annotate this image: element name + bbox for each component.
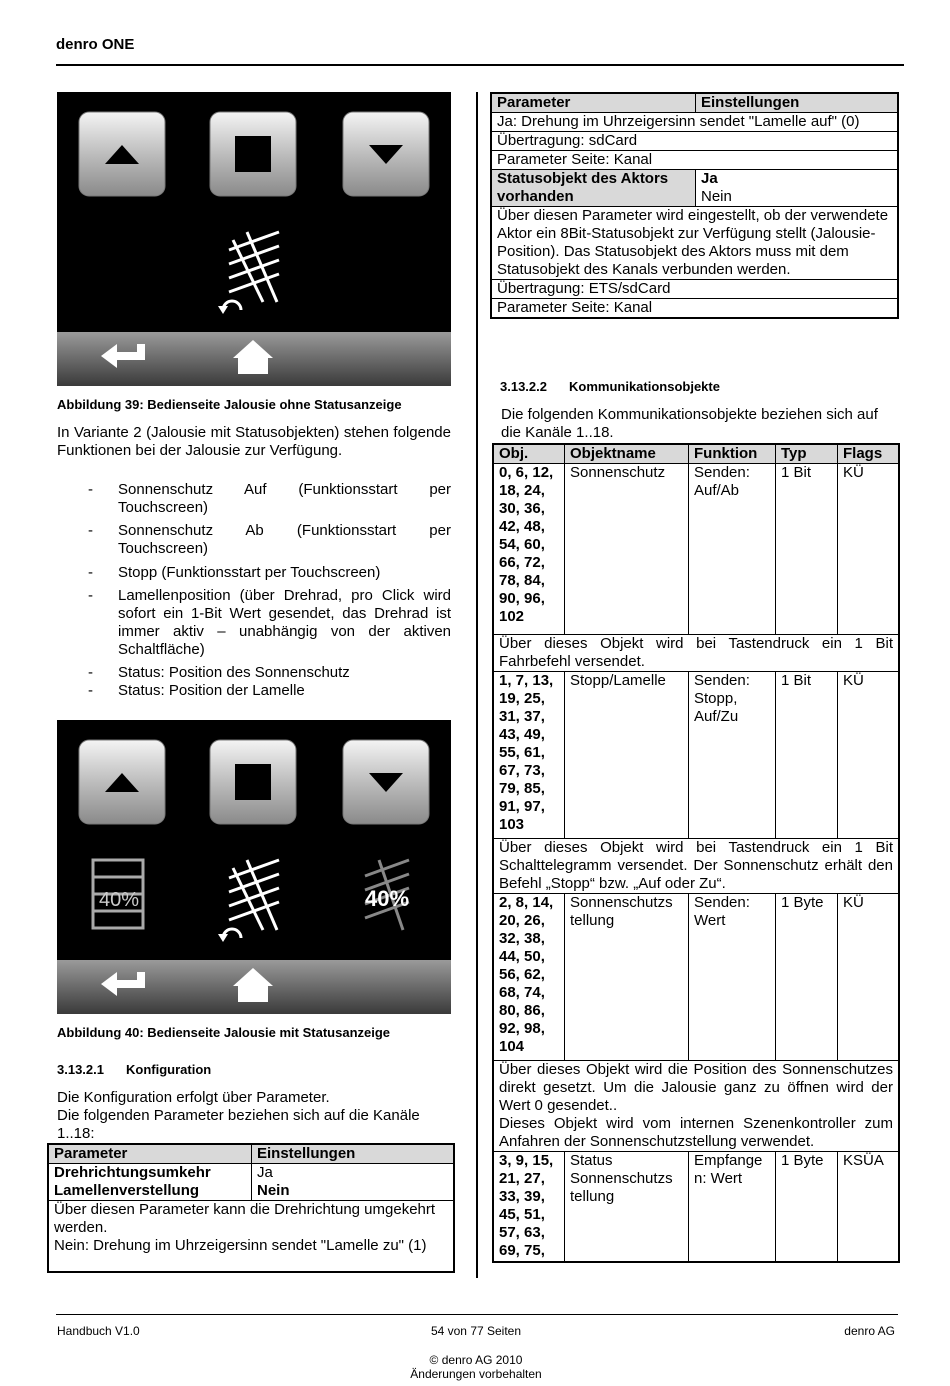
intro-paragraph: In Variante 2 (Jalousie mit Statusobjekten) stehen folgende Funktionen bei der Jalousie zur Verfügung. xyxy=(57,424,451,459)
parameter-table-left xyxy=(47,1143,455,1273)
object-flags: KÜ xyxy=(838,672,900,839)
footer-right: denro AG xyxy=(844,1324,895,1338)
table-row xyxy=(493,1152,899,1262)
config-line-1: Die Konfiguration erfolgt über Parameter. xyxy=(57,1089,330,1106)
lamella-icon xyxy=(229,860,279,930)
object-numbers: 3, 9, 15, 21, 27, 33, 39, 45, 51, 57, 63, 69, 75, xyxy=(493,1152,565,1262)
stop-button[interactable] xyxy=(210,740,296,824)
parameter-row: Parameter Seite: Kanal xyxy=(491,151,898,170)
parameter-row: Parameter Seite: Kanal xyxy=(491,299,898,319)
object-name: Sonnenschutz xyxy=(565,464,689,635)
figure-39-caption: Abbildung 39: Bedienseite Jalousie ohne Statusanzeige xyxy=(57,397,402,412)
column-header: Einstellungen xyxy=(252,1144,455,1164)
jalousie-screen-with-status xyxy=(57,720,451,1014)
stop-square-icon xyxy=(235,764,271,800)
object-function: Senden: Wert xyxy=(689,894,776,1061)
parameter-name: Drehrichtungsumkehr Lamellenverstellung xyxy=(48,1164,252,1201)
parameter-description: Über diesen Parameter wird eingestellt, ob der verwendete Aktor ein 8Bit-Statusobjekt zur Verfügung stellt (Jalousie-Position). Das Statusobjekt des Aktors muss mit dem Statusobjekt des Kanals verbunden werden. xyxy=(491,207,898,280)
parameter-row: Übertragung: ETS/sdCard xyxy=(491,280,898,299)
lamella-status-icon xyxy=(365,860,409,930)
column-header: Objektname xyxy=(565,444,689,464)
down-button[interactable] xyxy=(343,112,429,196)
object-type: 1 Bit xyxy=(776,672,838,839)
figure-39-screenshot xyxy=(57,92,451,386)
object-name: Sonnenschutzs tellung xyxy=(565,894,689,1061)
footer-page-number: 54 von 77 Seiten xyxy=(430,1324,522,1338)
column-header: Typ xyxy=(776,444,838,464)
object-function: Senden: Auf/Ab xyxy=(689,464,776,635)
object-type: 1 Byte xyxy=(776,894,838,1061)
object-flags: KÜ xyxy=(838,894,900,1061)
column-header: Einstellungen xyxy=(696,93,899,113)
communication-objects-table xyxy=(492,443,900,1263)
stop-square-icon xyxy=(235,136,271,172)
table-row xyxy=(493,464,899,635)
position-status-value: 40% xyxy=(98,889,140,911)
object-description: Über dieses Objekt wird die Position des Sonnenschutzes direkt gesetzt. Um die Jalousie ganz zu öffnen wird der Wert 0 gesendet.. Dieses Objekt wird vom internen Szenenkontroller zum Anfahren der Sonnenschutzstellung verwendet. xyxy=(493,1061,899,1152)
footer-note: Änderungen vorbehalten xyxy=(410,1367,542,1381)
footer-copyright: © denro AG 2010 xyxy=(429,1353,523,1367)
lamella-status-value: 40% xyxy=(364,886,410,911)
object-function: Empfange n: Wert xyxy=(689,1152,776,1262)
parameter-description: Über diesen Parameter kann die Drehrichtung umgekehrt werden. Nein: Drehung im Uhrzeigersinn sendet "Lamelle zu" (1) xyxy=(48,1201,454,1273)
header-rule xyxy=(56,64,904,66)
object-description: Über dieses Objekt wird bei Tastendruck ein 1 Bit Fahrbefehl versendet. xyxy=(493,635,899,672)
lamella-icon xyxy=(229,232,279,302)
object-type: 1 Byte xyxy=(776,1152,838,1262)
list-item: - Sonnenschutz Auf (Funktionsstart per Touchscreen) xyxy=(88,481,451,516)
parameter-row: Ja: Drehung im Uhrzeigersinn sendet "Lamelle auf" (0) xyxy=(491,113,898,132)
table-row xyxy=(493,894,899,1061)
column-header: Funktion xyxy=(689,444,776,464)
object-description: Über dieses Objekt wird bei Tastendruck ein 1 Bit Schalttelegramm versendet. Der Sonnenschutz erhält den Befehl „Stopp“ bzw. „Auf oder Zu“. xyxy=(493,839,899,894)
list-item: - Status: Position der Lamelle xyxy=(88,682,305,699)
list-item: - Status: Position des Sonnenschutz xyxy=(88,664,350,681)
column-header: Parameter xyxy=(491,93,696,113)
comm-intro: Die folgenden Kommunikationsobjekte beziehen sich auf die Kanäle 1..18. xyxy=(501,406,878,441)
column-divider xyxy=(476,92,478,1278)
down-button[interactable] xyxy=(343,740,429,824)
config-line-2: Die folgenden Parameter beziehen sich auf die Kanäle 1..18: xyxy=(57,1107,420,1142)
object-type: 1 Bit xyxy=(776,464,838,635)
parameter-name: Statusobjekt des Aktors vorhanden xyxy=(491,170,696,207)
jalousie-screen-no-status xyxy=(57,92,451,386)
object-flags: KSÜA xyxy=(838,1152,900,1262)
table-row xyxy=(493,672,899,839)
object-name: Stopp/Lamelle xyxy=(565,672,689,839)
object-numbers: 2, 8, 14, 20, 26, 32, 38, 44, 50, 56, 62, 68, 74, 80, 86, 92, 98, 104 xyxy=(493,894,565,1061)
section-heading-comm: 3.13.2.2 Kommunikationsobjekte xyxy=(500,379,720,394)
parameter-options: Ja Nein xyxy=(252,1164,455,1201)
object-numbers: 1, 7, 13, 19, 25, 31, 37, 43, 49, 55, 61, 67, 73, 79, 85, 91, 97, 103 xyxy=(493,672,565,839)
parameter-row: Übertragung: sdCard xyxy=(491,132,898,151)
parameter-table-right xyxy=(490,92,899,319)
up-button[interactable] xyxy=(79,112,165,196)
column-header: Obj. xyxy=(493,444,565,464)
parameter-options: Ja Nein xyxy=(696,170,899,207)
column-header: Flags xyxy=(838,444,900,464)
object-flags: KÜ xyxy=(838,464,900,635)
up-button[interactable] xyxy=(79,740,165,824)
footer-left: Handbuch V1.0 xyxy=(57,1324,140,1338)
object-function: Senden: Stopp, Auf/Zu xyxy=(689,672,776,839)
list-item: - Lamellenposition (über Drehrad, pro Click wird sofort ein 1-Bit Wert gesendet, das Drehrad ist immer aktiv – unabhängig von der aktiven Schaltfläche) xyxy=(88,587,451,658)
footer-rule xyxy=(56,1314,898,1315)
list-item: - Stopp (Funktionsstart per Touchscreen) xyxy=(88,564,381,581)
list-item: - Sonnenschutz Ab (Funktionsstart per Touchscreen) xyxy=(88,522,451,557)
figure-40-caption: Abbildung 40: Bedienseite Jalousie mit Statusanzeige xyxy=(57,1025,391,1040)
position-status-icon xyxy=(93,860,143,928)
object-name: Status Sonnenschutzs tellung xyxy=(565,1152,689,1262)
section-heading-config: 3.13.2.1 Konfiguration xyxy=(57,1062,212,1077)
stop-button[interactable] xyxy=(210,112,296,196)
document-header-title: denro ONE xyxy=(56,36,135,53)
figure-40-screenshot xyxy=(57,720,451,1014)
object-numbers: 0, 6, 12, 18, 24, 30, 36, 42, 48, 54, 60, 66, 72, 78, 84, 90, 96, 102 xyxy=(493,464,565,635)
column-header: Parameter xyxy=(48,1144,252,1164)
